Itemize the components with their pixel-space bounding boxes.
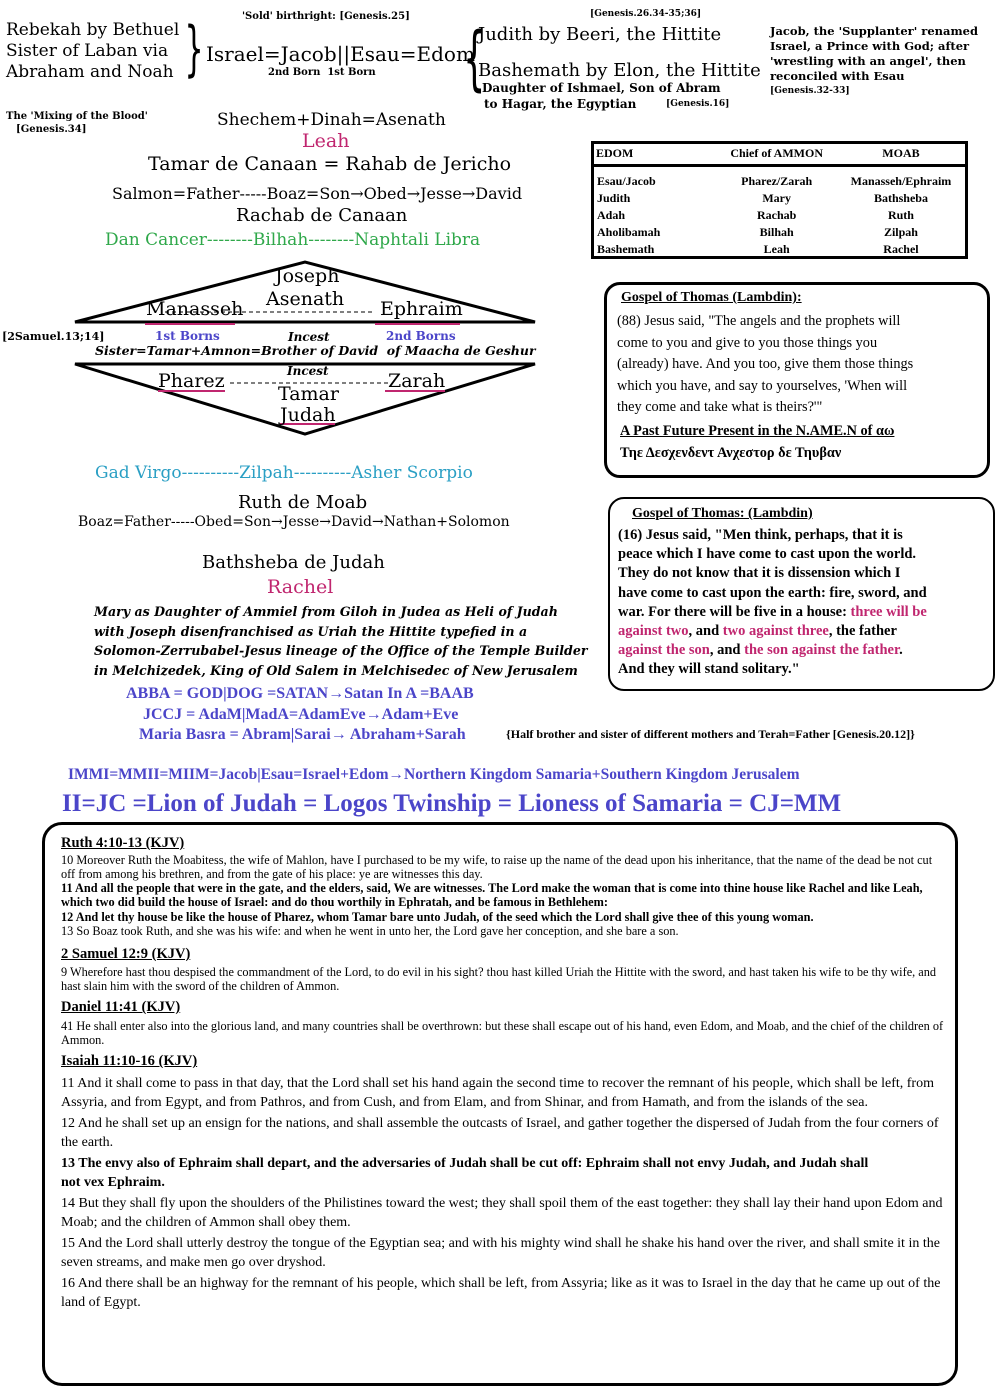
passage-title: Ruth 4:10-13 (KJV) <box>61 835 185 851</box>
mary-line: in Melchizedek, King of Old Salem in Melchisedec of New Jerusalem <box>94 662 578 678</box>
table-row <box>594 173 965 190</box>
table-header: Chief of AMMON <box>730 146 823 160</box>
highlight-run: against two <box>618 623 689 640</box>
pharez-name: Pharez <box>158 370 225 392</box>
jacob-note-line: Israel, a Prince with God; after <box>770 39 970 53</box>
abba-line: ABBA = GOD|DOG =SATAN→Satan In A =BAAB <box>126 685 474 702</box>
tamar-rahab-line: Tamar de Canaan = Rahab de Jericho <box>148 153 512 175</box>
israel-esau-title: Israel=Jacob||Esau=Edom <box>206 42 475 66</box>
thomas-88-line: which you have, and say to yourselves, 'When will <box>617 377 908 394</box>
thomas-16-body <box>618 526 927 680</box>
verse: 9 Wherefore hast thou despised the commandment of the Lord, to do evil in his sight? thou hast killed Uriah the Hittite with the sword, and hast taken his wife to be thy wife, and hast slain him with the sword of the children of Ammon. <box>61 964 937 993</box>
gad-line: Gad Virgo----------Zilpah----------Asher Scorpio <box>95 463 473 483</box>
text-run: war. For there will be five in a house: <box>618 603 851 620</box>
thomas-16-line <box>618 641 927 660</box>
table-row <box>594 190 965 207</box>
table-header: EDOM <box>596 146 634 160</box>
rebekah-block <box>6 20 179 83</box>
bathsheba-name: Bathsheba de Judah <box>202 552 385 573</box>
right-brace-icon: } <box>184 14 204 84</box>
first-borns-label: 1st Borns <box>155 329 220 343</box>
verse: 12 And let thy house be like the house of Pharez, whom Tamar bare unto Judah, of the seed which the Lord shall give thee of this young woman. <box>61 909 814 924</box>
table-cell: Manasseh/Ephraim <box>850 174 952 188</box>
mixing-note-line: [Genesis.34] <box>16 124 87 135</box>
table-cell: Adah <box>597 208 626 222</box>
incest-label: Incest <box>287 364 329 378</box>
genesis-26-ref: [Genesis.26.34-35;36] <box>590 9 702 19</box>
greek-line: Τηε Δεσχενδεντ Ανχεστορ δε Τηυβαν <box>620 445 842 461</box>
verse: 11 And it shall come to pass in that day, that the Lord shall set his hand again the second time to recover the remnant of his people, which shall be left, from Assyria, and from Egypt, and from Pathros, and from Cush, and from Elam, and from Shinar, and from Hamath, and from the islands of the sea. <box>61 1076 934 1111</box>
thomas-16-line <box>618 622 927 641</box>
verse: 13 So Boaz took Ruth, and she was his wife: and when he went in unto her, the Lord gave her conception, and she bare a son. <box>61 923 679 938</box>
thomas-16-title: Gospel of Thomas: (Lambdin) <box>632 506 813 521</box>
jacob-note <box>770 24 978 99</box>
scripture-content <box>61 835 947 1312</box>
table-cell: Bathsheba <box>873 191 928 205</box>
past-future-line: A Past Future Present in the N.AME.N of αω <box>620 423 895 439</box>
samuel-ref: [2Samuel.13;14] <box>2 330 105 343</box>
highlight-run: two against three <box>722 623 829 640</box>
table-row <box>594 241 965 258</box>
thomas-16-line: They do not know that it is dissension which I <box>618 565 901 582</box>
table-cell: Esau/Jacob <box>597 174 656 188</box>
table-cell: Bashemath <box>597 242 655 256</box>
genesis-16-ref: [Genesis.16] <box>666 99 730 109</box>
ruth-moab: Ruth de Moab <box>238 492 368 513</box>
table-cell: Pharez/Zarah <box>741 174 813 188</box>
zarah-name: Zarah <box>388 370 446 392</box>
scripture-box <box>42 822 958 1386</box>
left-brace-icon: { <box>463 17 486 99</box>
half-brother-note: {Half brother and sister of different mothers and Terah=Father [Genesis.20.12]} <box>506 727 915 741</box>
table-cell: Mary <box>762 191 791 205</box>
verse: 12 And he shall set up an ensign for the nations, and shall assemble the outcasts of Israel, and gather together the dispersed of Judah from the four corners of the earth. <box>61 1116 939 1151</box>
born-labels: 2nd Born 1st Born <box>268 67 376 78</box>
table-row <box>594 224 965 241</box>
thomas-88-line: (88) Jesus said, "The angels and the prophets will <box>617 313 901 329</box>
birthright-note: 'Sold' birthright: [Genesis.25] <box>242 11 410 22</box>
table-cell: Ruth <box>887 208 914 222</box>
thomas-16-line: have come to cast upon the earth: fire, sword, and <box>618 584 927 601</box>
verse: 41 He shall enter also into the glorious land, and many countries shall be overthrown: but these shall escape out of his hand, even Edom, and Moab, and the chief of the children of Ammon. <box>61 1019 944 1048</box>
rebekah-line: Rebekah by Bethuel <box>6 20 180 40</box>
sister-line: Sister=Tamar+Amnon=Brother of David of Maacha de Geshur <box>95 343 536 358</box>
jacob-note-line: Jacob, the 'Supplanter' renamed <box>770 24 978 38</box>
thomas-16-line <box>618 603 927 622</box>
thomas-16-line: (16) Jesus said, "Men think, perhaps, that it is <box>618 527 903 543</box>
table-cell: Judith <box>597 191 631 205</box>
nations-table <box>591 141 968 259</box>
table-cell: Bilhah <box>759 225 794 239</box>
mary-line: with Joseph disenfranchised as Uriah the Hittite typefied in a <box>94 623 528 639</box>
verse: 14 But they shall fly upon the shoulders of the Philistines toward the west; they shall spoil them of the east together: they shall lay their hand upon Edom and Moab; and the children of Ammon shall obey them. <box>61 1196 943 1231</box>
thomas-88-line: they come and take what is theirs?'" <box>617 399 823 415</box>
thomas-16-line: And they will stand solitary." <box>618 661 800 678</box>
table-header-row <box>594 144 965 166</box>
mary-block <box>94 602 587 680</box>
jacob-note-line: 'wrestling with an angel', then <box>770 54 966 68</box>
table-cell: Aholibamah <box>597 225 661 239</box>
mixing-note <box>6 110 148 136</box>
text-run: . <box>899 642 903 659</box>
judith-line: Judith by Beeri, the Hittite <box>478 24 722 45</box>
thomas-88-line: (already) have. And you too, give them those things <box>617 356 914 372</box>
ishmael-note: to Hagar, the Egyptian <box>484 97 637 111</box>
dan-line: Dan Cancer--------Bilhah--------Naphtali Libra <box>105 230 481 250</box>
boaz-line: Boaz=Father-----Obed=Son→Jesse→David→Nathan+Solomon <box>78 514 510 530</box>
highlight-run: the son against the father <box>744 642 900 659</box>
thomas-88-title: Gospel of Thomas (Lambdin): <box>621 290 802 305</box>
rachab-name: Rachab de Canaan <box>236 205 408 226</box>
thomas-88-line: come to you and give to you those things you <box>617 334 878 351</box>
table-cell: Rachab <box>757 208 797 222</box>
jacob-note-line: [Genesis.32-33] <box>770 86 850 96</box>
manasseh-name: Manasseh <box>146 298 244 320</box>
highlight-run: against the son <box>618 642 710 659</box>
tamar-name: Tamar <box>278 383 339 405</box>
maria-line: Maria Basra = Abram|Sarai→ Abraham+Sarah <box>139 726 466 743</box>
table-cell: Zilpah <box>883 225 918 239</box>
thomas-16-line: peace which I have come to cast upon the world. <box>618 546 917 563</box>
verse: 11 And all the people that were in the gate, and the elders, said, We are witnesses. The Lord make the woman that is come into thine house like Rachel and like Leah, which two did build the house of Israel: and do thou worthily in Ephratah, and be famous in Bethlehem: <box>61 881 923 910</box>
judah-name: Judah <box>280 404 336 426</box>
jccj-line: JCCJ = AdaM|MadA=AdamEve→Adam+Eve <box>143 706 459 723</box>
incest-label: Incest <box>288 330 330 344</box>
rachel-name: Rachel <box>267 576 334 598</box>
salmon-line: Salmon=Father-----Boaz=Son→Obed→Jesse→David <box>112 184 523 203</box>
thomas-16-box <box>608 497 995 691</box>
joseph-name: Joseph <box>275 265 340 287</box>
leah-name: Leah <box>302 130 350 152</box>
passage-title: Daniel 11:41 (KJV) <box>61 999 181 1016</box>
asenath-name: Asenath <box>266 288 345 310</box>
verse: 15 And the Lord shall utterly destroy the tongue of the Egyptian sea; and with his mighty wind shall he shake his hand over the river, and shall smite it in the seven streams, and make men go over dryshod. <box>61 1236 940 1271</box>
table-header: MOAB <box>882 146 920 160</box>
highlight-run: three will be <box>850 603 927 620</box>
table-row <box>594 207 965 224</box>
verse: 13 The envy also of Ephraim shall depart, and the adversaries of Judah shall be cut off: Ephraim shall not envy Judah, and Judah shall not vex Ephraim. <box>61 1156 869 1191</box>
ii-jc-line: II=JC =Lion of Judah = Logos Twinship = Lioness of Samaria = CJ=MM <box>62 790 842 817</box>
mixing-note-line: The 'Mixing of the Blood' <box>6 111 148 122</box>
rebekah-line: Sister of Laban via <box>6 41 169 61</box>
immi-line: IMMI=MMII=MIIM=Jacob|Esau=Israel+Edom→Northern Kingdom Samaria+Southern Kingdom Jerusalem <box>68 766 800 783</box>
jacob-note-line: reconciled with Esau <box>770 69 905 83</box>
verse: 10 Moreover Ruth the Moabitess, the wife of Mahlon, have I purchased to be my wife, to raise up the name of the dead upon his inheritance, that the name of the dead be not cut off from among his brethren, and from the gate of his place: ye are witnesses this day. <box>61 853 933 882</box>
second-borns-label: 2nd Borns <box>386 329 456 343</box>
text-run: , and <box>709 642 745 659</box>
mary-line: Solomon-Zerrubabel-Jesus lineage of the Office of the Temple Builder <box>94 643 588 658</box>
ephraim-name: Ephraim <box>380 298 463 320</box>
table-cell: Rachel <box>883 242 919 256</box>
table-cell: Leah <box>763 242 790 256</box>
text-run: , and <box>688 623 723 640</box>
bashemath-line: Bashemath by Elon, the Hittite <box>478 60 761 81</box>
mary-line: Mary as Daughter of Ammiel from Giloh in Judea as Heli of Judah <box>94 604 558 619</box>
passage-title: Isaiah 11:10-16 (KJV) <box>61 1053 198 1070</box>
text-run: , the father <box>828 623 897 640</box>
shechem-line: Shechem+Dinah=Asenath <box>217 110 446 130</box>
ishmael-note: Daughter of Ishmael, Son of Abram <box>482 81 721 95</box>
passage-title: 2 Samuel 12:9 (KJV) <box>61 945 191 962</box>
thomas-88-body <box>617 311 913 419</box>
verse: 16 And there shall be an highway for the remnant of his people, which shall be left, from Assyria; like as it was to Israel in the day that he came up out of the land of Egypt. <box>61 1276 941 1311</box>
thomas-88-box <box>604 282 990 478</box>
rebekah-line: Abraham and Noah <box>6 62 174 82</box>
